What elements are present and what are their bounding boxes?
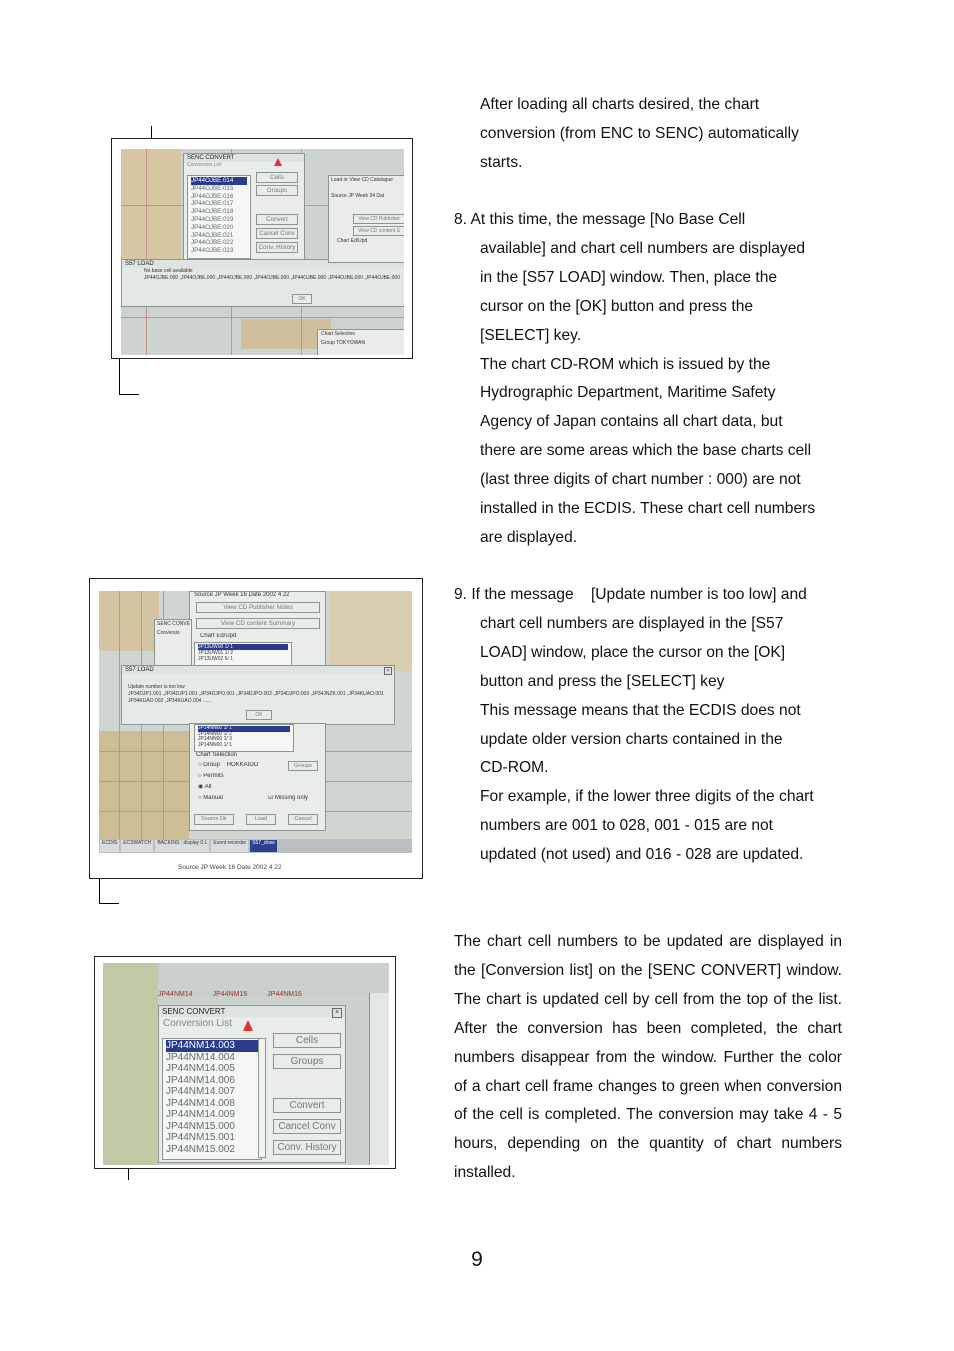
map-grid [146,149,147,355]
convert-button[interactable]: Convert [273,1098,341,1113]
map-land [99,731,189,841]
list-label: Conversion List [187,162,222,168]
taskbar-item[interactable]: ECDIS [100,840,119,852]
list-item[interactable]: JP44OJBE.014 [191,177,247,185]
chart-tab[interactable]: JP44NM15 [212,991,248,998]
list-item[interactable]: JP44NM14.007 [166,1086,235,1097]
list-item[interactable]: JP44NM14.009 [166,1109,235,1120]
intro-paragraph [454,91,842,178]
taskbar-item[interactable]: ECSWATCH [121,840,153,852]
list-item[interactable]: JP44NM14.003 [166,1040,258,1052]
list-item[interactable]: JP44NM14.008 [166,1097,235,1109]
source-text: Source JP Week 34 Dat [331,193,385,199]
taskbar [99,839,412,853]
ecdis-screen [99,591,412,853]
groups-button[interactable]: Groups [288,761,318,771]
chart-list-panel [189,723,326,831]
callout-line [119,394,139,395]
close-icon[interactable]: × [332,1008,342,1018]
list-item[interactable]: JP13UW00 1/ 1 [198,644,288,650]
conversion-list[interactable] [162,1038,262,1160]
senc-convert-dialog [158,1005,346,1163]
map-land [121,149,181,269]
step-8-heading: 8. At this time, the message [No Base Cell [454,211,746,228]
taskbar-item[interactable]: Event recorder [211,840,248,852]
list-item[interactable]: JP44NM15.000 [166,1120,235,1132]
column-headers: Chart Ed/Upd [337,238,368,244]
option-group[interactable]: ○ Group HOKKAIDO [198,762,259,768]
list-item[interactable]: JP13UW02 5/ 1 [198,656,234,662]
dialog-title: SENC CONVERT [159,1006,345,1017]
step-8-line: installed in the ECDIS. These chart cell numbers [480,500,816,518]
taskbar-item[interactable]: S57_draw [250,840,277,852]
screenshot-no-base-cell [111,138,413,359]
view-publisher-button[interactable]: View CD Publisher [353,214,404,224]
step-9-line: LOAD] window, place the cursor on the [OK] [480,643,786,661]
map-grid [121,317,404,318]
step-9-line: This message means that the ECDIS does not [480,701,801,719]
convert-button[interactable]: Convert [256,214,298,225]
close-icon[interactable]: × [384,667,392,675]
list-item[interactable]: JP14NN00 1/ 1 [198,726,290,732]
cancel-button[interactable]: Cancel [288,814,318,825]
cell-numbers-text: JP44OJBE.000 ,JP44OJBE.000 ,JP44OJBE.000 ,JP44OJBE.000 ,JP44OJBE.000 ,JP44OJBE.000 ,JP44OJBE.000 [144,275,400,281]
list-item[interactable]: JP44OJBE.017 [191,200,234,208]
taskbar-item[interactable]: BACKINS : display 0 L [155,840,209,852]
ok-button[interactable]: OK [246,710,272,720]
step-8-line: are displayed. [480,528,578,546]
pointer-icon [243,1020,253,1031]
conversion-paragraph: The chart cell numbers to be updated are displayed in the [Conversion list] on the [SENC CONVERT] window. The chart is updated cell by cell from the top of the list. After the conversion has been completed, the chart numbers disappear from the window. Further the color of a chart cell frame changes to green when conversion of the cell is completed. The conversion may take 4 - 5 hours, depending on the quantity of chart numbers installed. [454,933,842,1182]
step-9-paragraph [454,581,842,870]
intro-line: starts. [480,153,523,171]
step-8-line: The chart CD-ROM which is issued by the [480,355,771,373]
list-item[interactable]: JP44NM14.005 [166,1063,235,1074]
conv-history-button[interactable]: Conv. History [273,1140,341,1155]
ok-button[interactable]: OK [292,294,312,304]
pointer-icon [274,158,282,166]
panel-title: Load or View CD Catalogue [331,177,393,183]
list-item[interactable]: JP44OJBE.021 [191,231,234,239]
list-item[interactable]: JP44NM14.006 [166,1074,235,1086]
chart-selection-title: Chart Selection [196,752,238,758]
list-scrollbar[interactable] [258,1038,266,1158]
list-item[interactable]: JP44NM15.002 [166,1143,235,1155]
step-8-line: Agency of Japan contains all chart data, but [480,413,783,431]
list-label: Conversion List [163,1018,232,1029]
ecdis-screen [121,149,404,355]
list-item[interactable]: JP14NN00 1/ 1 [198,741,232,748]
message-text: Update number is too low [128,684,185,690]
step-8-line: (last three digits of chart number : 000) are not [480,471,801,489]
cells-button[interactable]: Cells [256,172,298,183]
ecdis-screen [103,963,389,1165]
list-item[interactable]: JP44OJBE.016 [191,192,234,200]
view-publisher-notes-button[interactable]: View CD Publisher Notes [196,602,320,613]
cancel-conv-button[interactable]: Cancel Conv [273,1119,341,1134]
step-9-line: updated (not used) and 016 - 028 are updated. [480,846,804,864]
senc-convert-dialog [183,153,305,261]
missing-only-checkbox[interactable]: ☑ Missing only [268,795,309,801]
group-value: Group TOKYOWAN [321,340,366,346]
step-9-heading: 9. If the message [Update number is too low] and [454,586,807,603]
step-9-line: update older version charts contained in the [480,730,783,748]
dialog-title: S57 LOAD [122,666,394,674]
option-group-label: Group [203,762,220,768]
missing-only-label: Missing only [275,795,309,801]
option-permits[interactable]: ○ Permits [198,773,224,779]
chart-tab[interactable]: JP44NM16 [267,991,302,998]
cell-numbers-line-2: JP34KUAO.002 ,JP34KUAO.004 ...... [128,698,212,704]
chart-list-top[interactable] [194,642,292,666]
step-9-line: CD-ROM. [480,759,549,777]
step-8-line: available] and chart cell numbers are displayed [480,239,806,257]
side-panel [369,993,389,1165]
chart-list-bottom[interactable] [194,724,294,752]
load-button[interactable]: Load [246,814,276,825]
list-item[interactable]: JP44OJBE.020 [191,223,234,231]
list-item[interactable]: JP44NM15.001 [166,1132,235,1143]
callout-line [99,903,119,904]
message-text: No base cell available [144,268,193,274]
map-grid [155,963,156,1165]
screenshot-senc-convert [94,956,396,1169]
cells-button[interactable]: Cells [273,1033,341,1048]
source-header: Source JP Week 16 Date 2002 4 22 [194,592,290,598]
cancel-conv-button[interactable]: Cancel Conv [256,228,298,239]
senc-convert-dialog [154,619,192,667]
list-item[interactable]: JP44OJBE.015 [191,184,234,192]
screenshot-update-too-low [89,578,423,879]
step-9-line: numbers are 001 to 028, 001 - 015 are not [480,817,774,835]
column-headers: Chart Ed/Upd [200,633,237,639]
conv-history-button[interactable]: Conv. History [256,242,298,253]
chart-tab[interactable]: JP44NM14 [158,991,193,998]
map-grid [119,591,120,853]
s57-load-dialog [121,259,404,307]
list-item[interactable]: JP13UW01 1/ 2 [198,650,234,656]
list-item[interactable]: JP44NM14.004 [166,1051,235,1063]
list-item[interactable]: JP14NN00 1/ 3 [198,736,232,742]
step-8-line: Hydrographic Department, Maritime Safety [480,384,776,402]
page-number: 9 [471,1248,483,1271]
step-8-line: cursor on the [OK] button and press the [480,297,754,315]
list-item[interactable]: JP44OJBE.022 [191,239,234,247]
dialog-title: SENC CONVE [157,621,191,627]
list-item[interactable]: JP44OJBE.023 [191,247,234,255]
view-content-button[interactable]: View CD content S [353,226,404,236]
list-item[interactable]: JP44OJBE.018 [191,208,234,216]
view-content-summary-button[interactable]: View CD content Summary [196,618,320,629]
chart-tab-bar [158,991,302,998]
intro-line: conversion (from ENC to SENC) automatically [480,124,799,142]
footer-source-text: Source JP Week 16 Date 2002 4 22 [178,864,282,871]
step-8-line: [SELECT] key. [480,326,582,344]
option-all[interactable]: ◉ All [198,784,212,790]
step-9-line: button and press the [SELECT] key [480,672,725,690]
option-permits-label: Permits [203,773,224,779]
cell-numbers-line-1: JP34DJP1.001 ,JP34DJP1.001 ,JP34DJPO.001 ,JP34DJPO.002 ,JP34DJPO.003 ,JP34JNZK.001 ,JP34KUAO.001 [128,691,384,697]
groups-button[interactable]: Groups [273,1054,341,1069]
list-label: Conversio [157,630,180,636]
option-all-label: All [204,784,212,790]
step-8-line: in the [S57 LOAD] window. Then, place the [480,268,778,286]
step-8-paragraph [454,206,842,553]
step-8-line: there are some areas which the base charts cell [480,442,812,460]
conversion-list[interactable] [187,175,251,259]
option-manual-label: Manual [203,795,223,801]
source-dir-button[interactable]: Source Dir [194,814,234,825]
group-title: Chart Selection [321,331,356,337]
groups-button[interactable]: Groups [256,185,298,196]
s57-load-dialog [121,665,395,725]
map-land [99,591,159,651]
option-group-value: HOKKAIDO [226,762,259,768]
cd-catalogue-panel [328,175,404,263]
dialog-title: S57 LOAD [122,260,404,268]
dialog-title: SENC CONVERT [184,154,304,162]
list-item[interactable]: JP44OJBE.019 [191,215,234,223]
step-9-line: chart cell numbers are displayed in the [S57 [480,614,784,632]
step-9-line: For example, if the lower three digits of the chart [480,788,814,806]
map-land [329,591,412,671]
list-item[interactable]: JP14NN00 1/ 2 [198,730,232,737]
cd-content-dialog [189,591,326,667]
option-manual[interactable]: ○ Manual [198,795,223,801]
intro-line: After loading all charts desired, the chart [480,96,760,113]
chart-selection-group [317,329,404,355]
